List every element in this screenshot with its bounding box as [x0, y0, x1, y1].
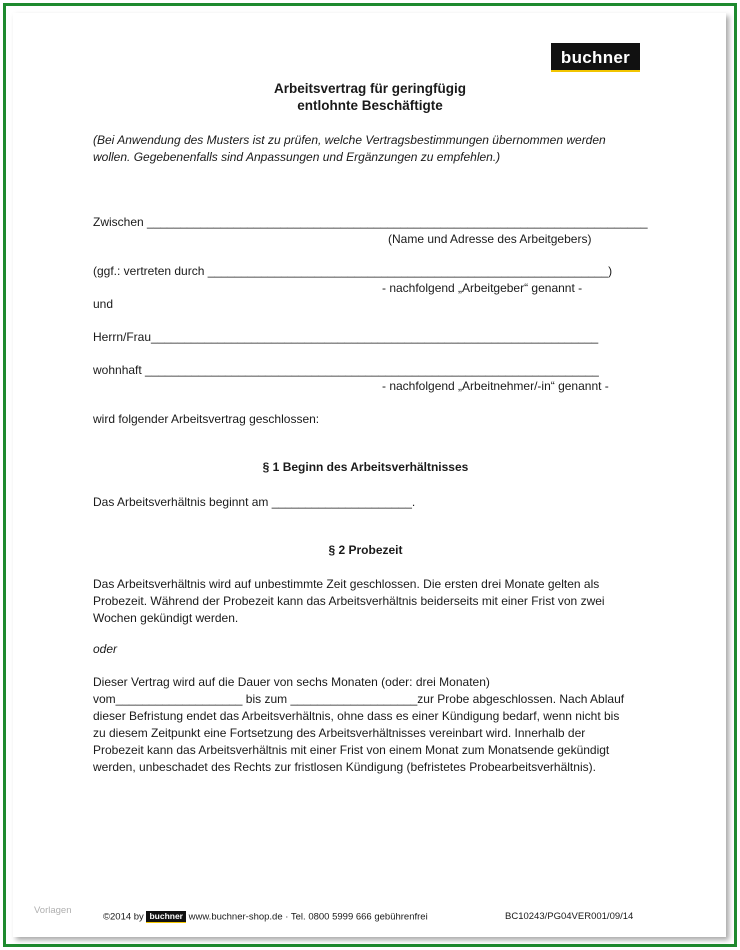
or-text: oder	[93, 642, 118, 656]
paragraph-line: werden, unbeschadet des Rechts zur fristlosen Kündigung (befristetes Probearbeitsverhältnis).	[93, 760, 596, 774]
mr-mrs-line: Herrn/Frau___________________________________________________________________	[93, 330, 599, 344]
title-line-1: Arbeitsvertrag für geringfügig	[273, 81, 467, 96]
watermark: Vorlagen	[34, 905, 72, 916]
buchner-logo: buchner	[551, 43, 640, 72]
between-line: Zwischen ___________________________________________________________________________	[93, 215, 648, 229]
paragraph-line: dieser Befristung endet das Arbeitsverhältnis, ohne dass es einer Kündigung bedarf, wenn nicht bis	[93, 709, 620, 723]
section2-heading: § 2 Probezeit	[328, 543, 403, 557]
paragraph-line: Probezeit. Während der Probezeit kann das Arbeitsverhältnis beiderseits mit einer Frist von zwei	[93, 594, 605, 608]
represented-line: (ggf.: vertreten durch ____________________________________________________________)	[93, 264, 613, 278]
title-line-2: entlohnte Beschäftigte	[297, 98, 443, 113]
paragraph-line: Das Arbeitsverhältnis wird auf unbestimmte Zeit geschlossen. Die ersten drei Monate gelten als	[93, 577, 600, 591]
employer-caption: (Name und Adresse des Arbeitgebers)	[388, 232, 592, 246]
footer-left	[103, 911, 428, 923]
intro-line-1: (Bei Anwendung des Musters ist zu prüfen, welche Vertragsbestimmungen übernommen werden	[93, 133, 606, 147]
and-text: und	[93, 297, 114, 311]
paragraph-line: Dieser Vertrag wird auf die Dauer von sechs Monaten (oder: drei Monaten)	[93, 675, 490, 689]
contract-concluded: wird folgender Arbeitsvertrag geschlossen:	[93, 412, 320, 426]
footer-copyright: ©2014 by	[103, 911, 144, 923]
footer-doc-code: BC10243/PG04VER001/09/14	[505, 911, 634, 922]
employer-named: - nachfolgend „Arbeitgeber“ genannt -	[382, 281, 583, 295]
footer-buchner-logo: buchner	[146, 911, 186, 923]
paragraph-line: Wochen gekündigt werden.	[93, 611, 239, 625]
document-title	[100, 80, 640, 114]
section1-text: Das Arbeitsverhältnis beginnt am _____________________.	[93, 495, 416, 509]
paragraph-line: vom___________________ bis zum ___________________zur Probe abgeschlossen. Nach Ablauf	[93, 692, 625, 706]
footer-contact: www.buchner-shop.de · Tel. 0800 5999 666 gebührenfrei	[188, 911, 428, 923]
section2-paragraph-1	[93, 576, 638, 627]
employee-named: - nachfolgend „Arbeitnehmer/-in“ genannt -	[382, 379, 609, 393]
intro-line-2: wollen. Gegebenenfalls sind Anpassungen und Ergänzungen zu empfehlen.)	[93, 150, 501, 164]
paragraph-line: Probezeit kann das Arbeitsverhältnis mit einer Frist von einem Monat zum Monatsende gekündigt	[93, 743, 610, 757]
section1-heading: § 1 Beginn des Arbeitsverhältnisses	[262, 460, 469, 474]
section2-paragraph-2	[93, 674, 638, 776]
paragraph-line: zu diesem Zeitpunkt eine Fortsetzung des Arbeitsverhältnisses vereinbart wird. Innerhalb der	[93, 726, 586, 740]
resident-line: wohnhaft ____________________________________________________________________	[93, 363, 599, 377]
